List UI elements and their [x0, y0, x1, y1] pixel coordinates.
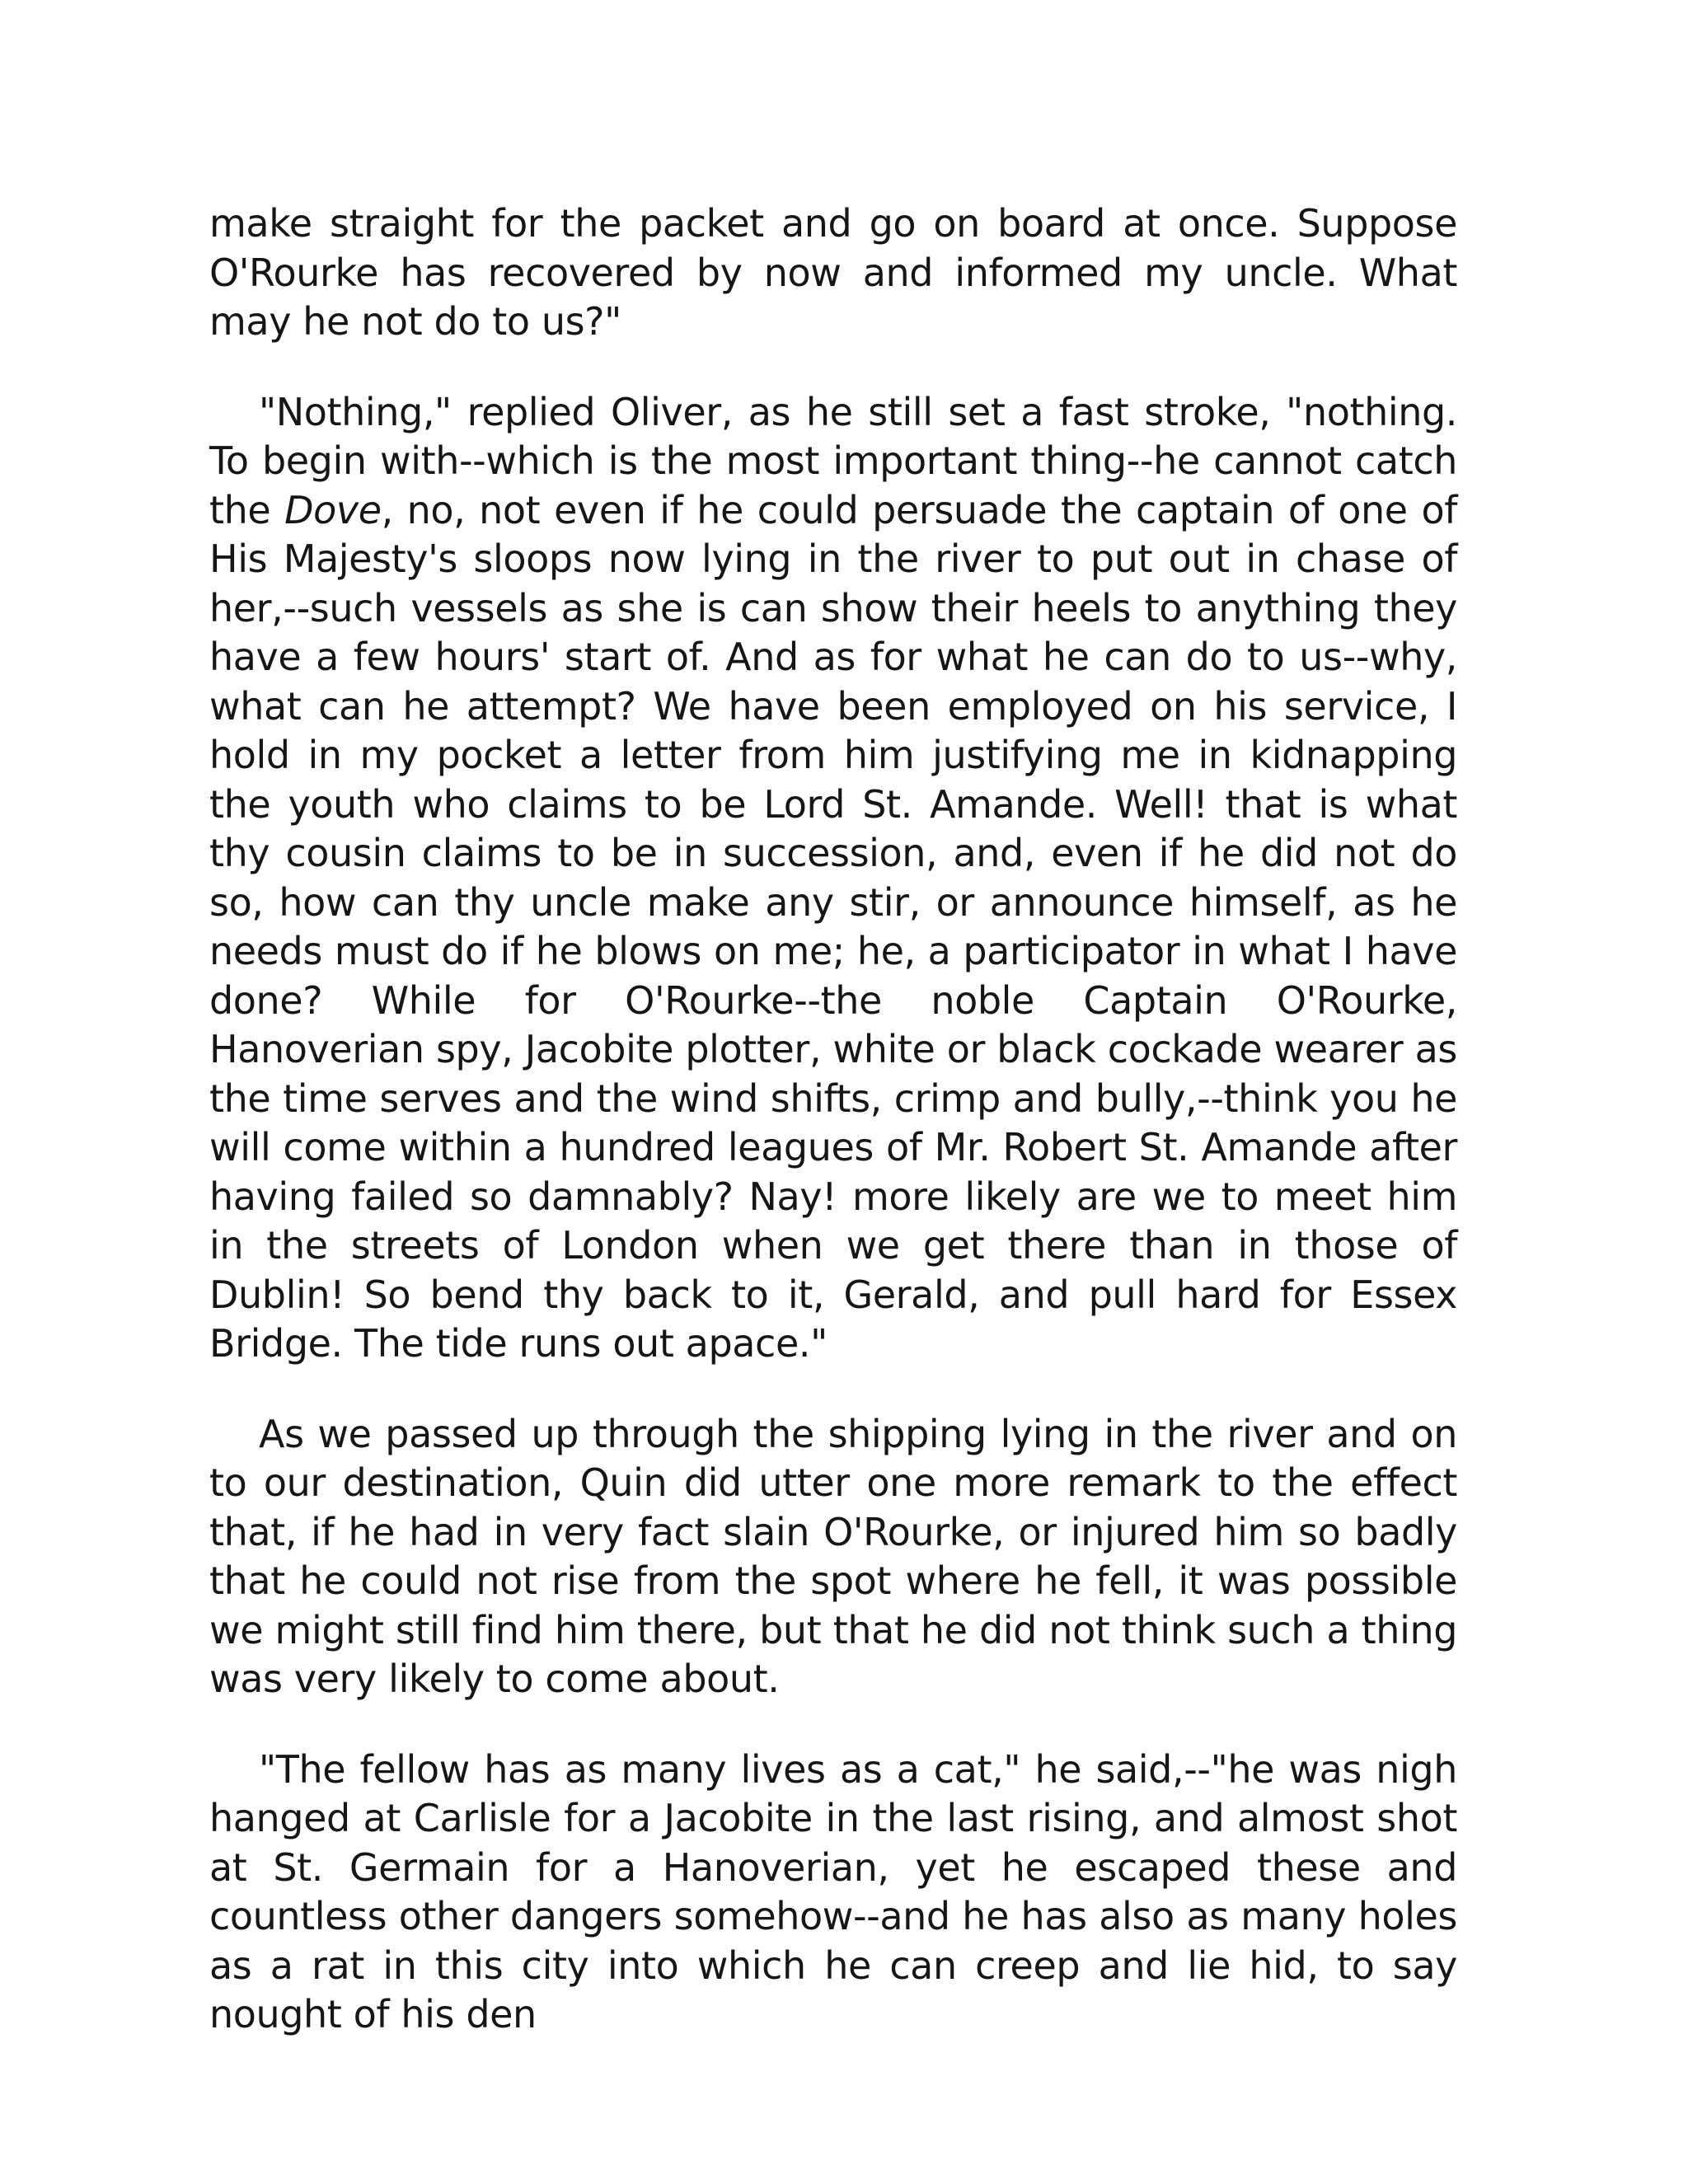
paragraph-1: [209, 199, 1457, 347]
paragraph-3-text: As we passed up through the shipping lying in the river and on to our destination, Quin did utter one more remark to the effect that, if he had in very fact slain O'Rourke, or injured him so badly that he could not rise from the spot where he fell, it was possible we might still find him there, but that he did not think such a thing was very likely to come about.: [209, 1411, 1457, 1701]
paragraph-4: [209, 1746, 1457, 2040]
paragraph-1-text: make straight for the packet and go on board at once. Suppose O'Rourke has recovered by now and informed my uncle. What may he not do to us?": [209, 201, 1457, 344]
paragraph-4-text: "The fellow has as many lives as a cat," he said,--"he was nigh hanged at Carlisle for a Jacobite in the last rising, and almost shot at St. Germain for a Hanoverian, yet he escaped these and countless other dangers somehow--and he has also as many holes as a rat in this city into which he can creep and lie hid, to say nought of his den: [209, 1746, 1457, 2036]
body-text: [209, 199, 1457, 2081]
paragraph-3: [209, 1410, 1457, 1704]
paragraph-2-text-b: , no, not even if he could persuade the captain of one of His Majesty's sloops now lying in the river to put out in chase of her,--such vessels as she is can show their heels to anything they have a few hours' start of. And as for what he can do to us--why, what can he attempt? We have been employed on his service, I hold in my pocket a letter from him justifying me in kidnapping the youth who claims to be Lord St. Amande. Well! that is what thy cousin claims to be in succession, and, even if he did not do so, how can thy uncle make any stir, or announce himself, as he needs must do if he blows on me; he, a participator in what I have done? While for O'Rourke--the noble Captain O'Rourke, Hanoverian spy, Jacobite plotter, white or black cockade wearer as the time serves and the wind shifts, crimp and bully,--think you he will come within a hundred leagues of Mr. Robert St. Amande after having failed so damnably? Nay! more likely are we to meet him in the streets of London when we get there than in those of Dublin! So bend thy back to it, Gerald, and pull hard for Essex Bridge. The tide runs out apace.": [209, 487, 1458, 1366]
ship-name-italic: Dove: [284, 487, 382, 532]
paragraph-2: [209, 388, 1457, 1369]
paragraph-2-text-a: "Nothing," replied Oliver, as he still set a fast stroke, "nothing. To begin with--which is the most important thing--he cannot catch the: [209, 389, 1457, 532]
